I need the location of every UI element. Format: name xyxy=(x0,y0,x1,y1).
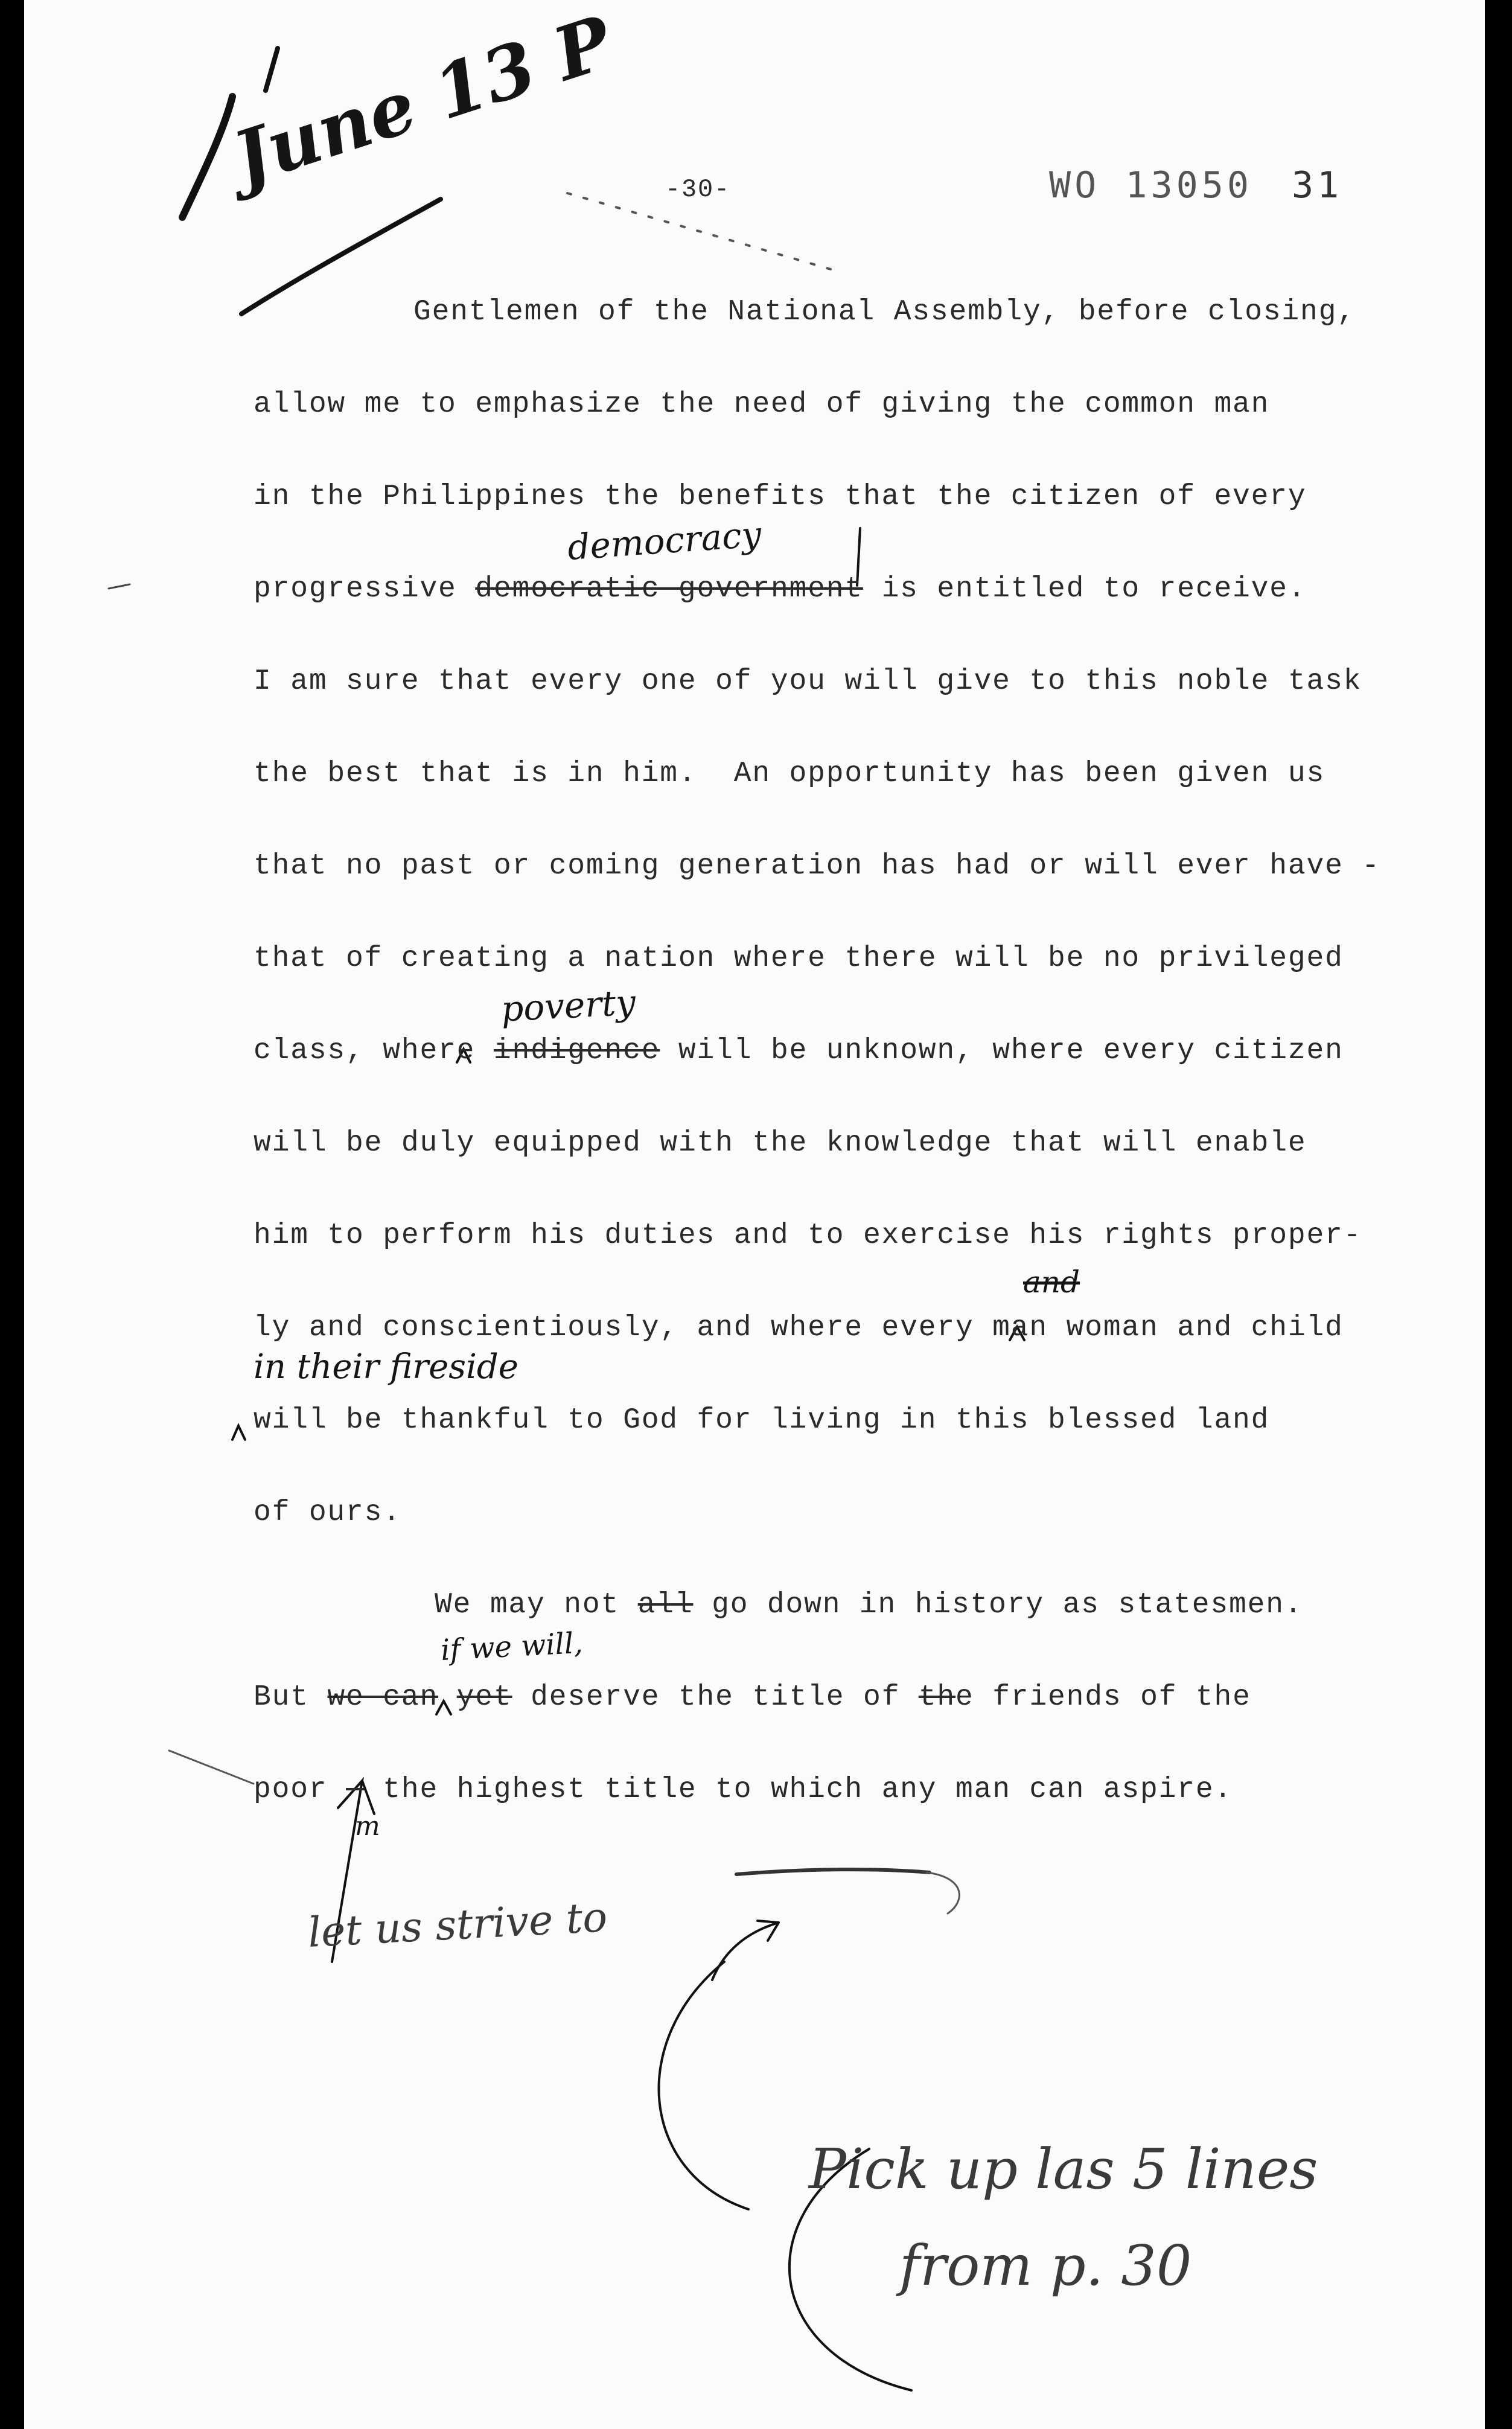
p2-line-2 xyxy=(254,1681,1251,1714)
insert-poverty: poverty xyxy=(500,981,637,1030)
large-left-bracket xyxy=(659,1962,748,2209)
p1-line-10: will be duly equipped with the knowledge that will enable xyxy=(254,1127,1307,1160)
scribbled-strike xyxy=(736,1869,930,1874)
handwritten-date: June 13 P xyxy=(223,0,622,202)
p2-line-2-mid: deserve the title of xyxy=(512,1681,919,1714)
margin-check-mark xyxy=(182,97,232,217)
p1-line-13: will be thankful to God for living in this blessed land xyxy=(254,1404,1270,1437)
p2-line-1 xyxy=(435,1589,1303,1621)
date-underline-stroke xyxy=(241,199,441,314)
p1-line-12-end: woman and child xyxy=(1048,1312,1344,1344)
note-pick-up-line-2: from p. 30 xyxy=(899,2233,1192,2298)
p1-line-9-end: will be unknown, where every citizen xyxy=(660,1035,1344,1067)
struck-we-can: we can xyxy=(327,1681,439,1714)
struck-dash: - xyxy=(346,1773,365,1806)
document-page xyxy=(24,0,1485,2429)
handwritten-strokes xyxy=(24,0,1485,2429)
p2-line-2-space xyxy=(438,1681,457,1714)
p1-line-14: of ours. xyxy=(254,1496,401,1529)
p1-line-2: allow me to emphasize the need of giving the common man xyxy=(254,388,1270,421)
note-let-us-strive-to: let us strive to xyxy=(307,1894,608,1957)
p1-line-4-start: progressive xyxy=(254,573,476,605)
p2-line-2-start: But xyxy=(254,1681,328,1714)
p1-line-5: I am sure that every one of you will give to this noble task xyxy=(254,665,1362,698)
p2-line-3-end: the highest title to which any man can aspire. xyxy=(364,1773,1233,1806)
margin-tick-mark xyxy=(266,48,278,91)
p1-line-7: that no past or coming generation has had or will ever have - xyxy=(254,850,1380,883)
p2-line-1-start: We may not xyxy=(435,1589,638,1621)
p1-line-1: Gentlemen of the National Assembly, before closing, xyxy=(413,296,1356,328)
p1-line-6: the best that is in him. An opportunity has been given us xyxy=(254,758,1325,790)
curved-bracket xyxy=(927,1872,959,1914)
note-pick-up-line-1: Pick up las 5 lines xyxy=(809,2137,1318,2201)
p1-line-11: him to perform his duties and to exercise his rights proper- xyxy=(254,1219,1362,1252)
p1-line-4-end: is entitled to receive. xyxy=(863,573,1307,605)
margin-slash-mark xyxy=(169,1751,254,1784)
pickup-arrow xyxy=(712,1921,779,1980)
p1-line-12-start: ly and conscientiously, and where every man xyxy=(254,1312,1048,1344)
p1-line-12 xyxy=(254,1312,1344,1344)
p1-line-9 xyxy=(254,1035,1344,1067)
p1-line-4 xyxy=(254,573,1306,605)
document-id: WO 13050 xyxy=(1049,164,1252,206)
insert-m: m xyxy=(355,1811,380,1842)
struck-yet: yet xyxy=(456,1681,512,1714)
struck-th: th xyxy=(918,1681,956,1714)
p1-line-8: that of creating a nation where there will be no privileged xyxy=(254,942,1344,975)
p1-line-3: in the Philippines the benefits that the citizen of every xyxy=(254,480,1307,513)
struck-democratic-government: democratic government xyxy=(475,573,863,605)
dotted-tear-line xyxy=(567,193,839,272)
struck-indigence: indigence xyxy=(493,1035,660,1067)
p2-line-3 xyxy=(254,1773,1233,1806)
p2-line-1-end: go down in history as statesmen. xyxy=(693,1589,1303,1621)
insert-in-their-fireside: in their fireside xyxy=(254,1347,518,1387)
sheet-number: 31 xyxy=(1292,164,1343,206)
insertion-caret-fireside xyxy=(232,1426,245,1440)
p1-line-9-start: class, where xyxy=(254,1035,494,1067)
stray-tick-left xyxy=(109,584,130,589)
struck-all: all xyxy=(637,1589,694,1621)
insert-democracy: democracy xyxy=(566,513,763,569)
p2-line-3-start: poor xyxy=(254,1773,346,1806)
p2-line-2-end: e friends of the xyxy=(955,1681,1251,1714)
page-number: -30- xyxy=(665,175,731,204)
insert-and: and xyxy=(1023,1265,1080,1300)
insert-if-we-will: if we will, xyxy=(439,1626,584,1668)
